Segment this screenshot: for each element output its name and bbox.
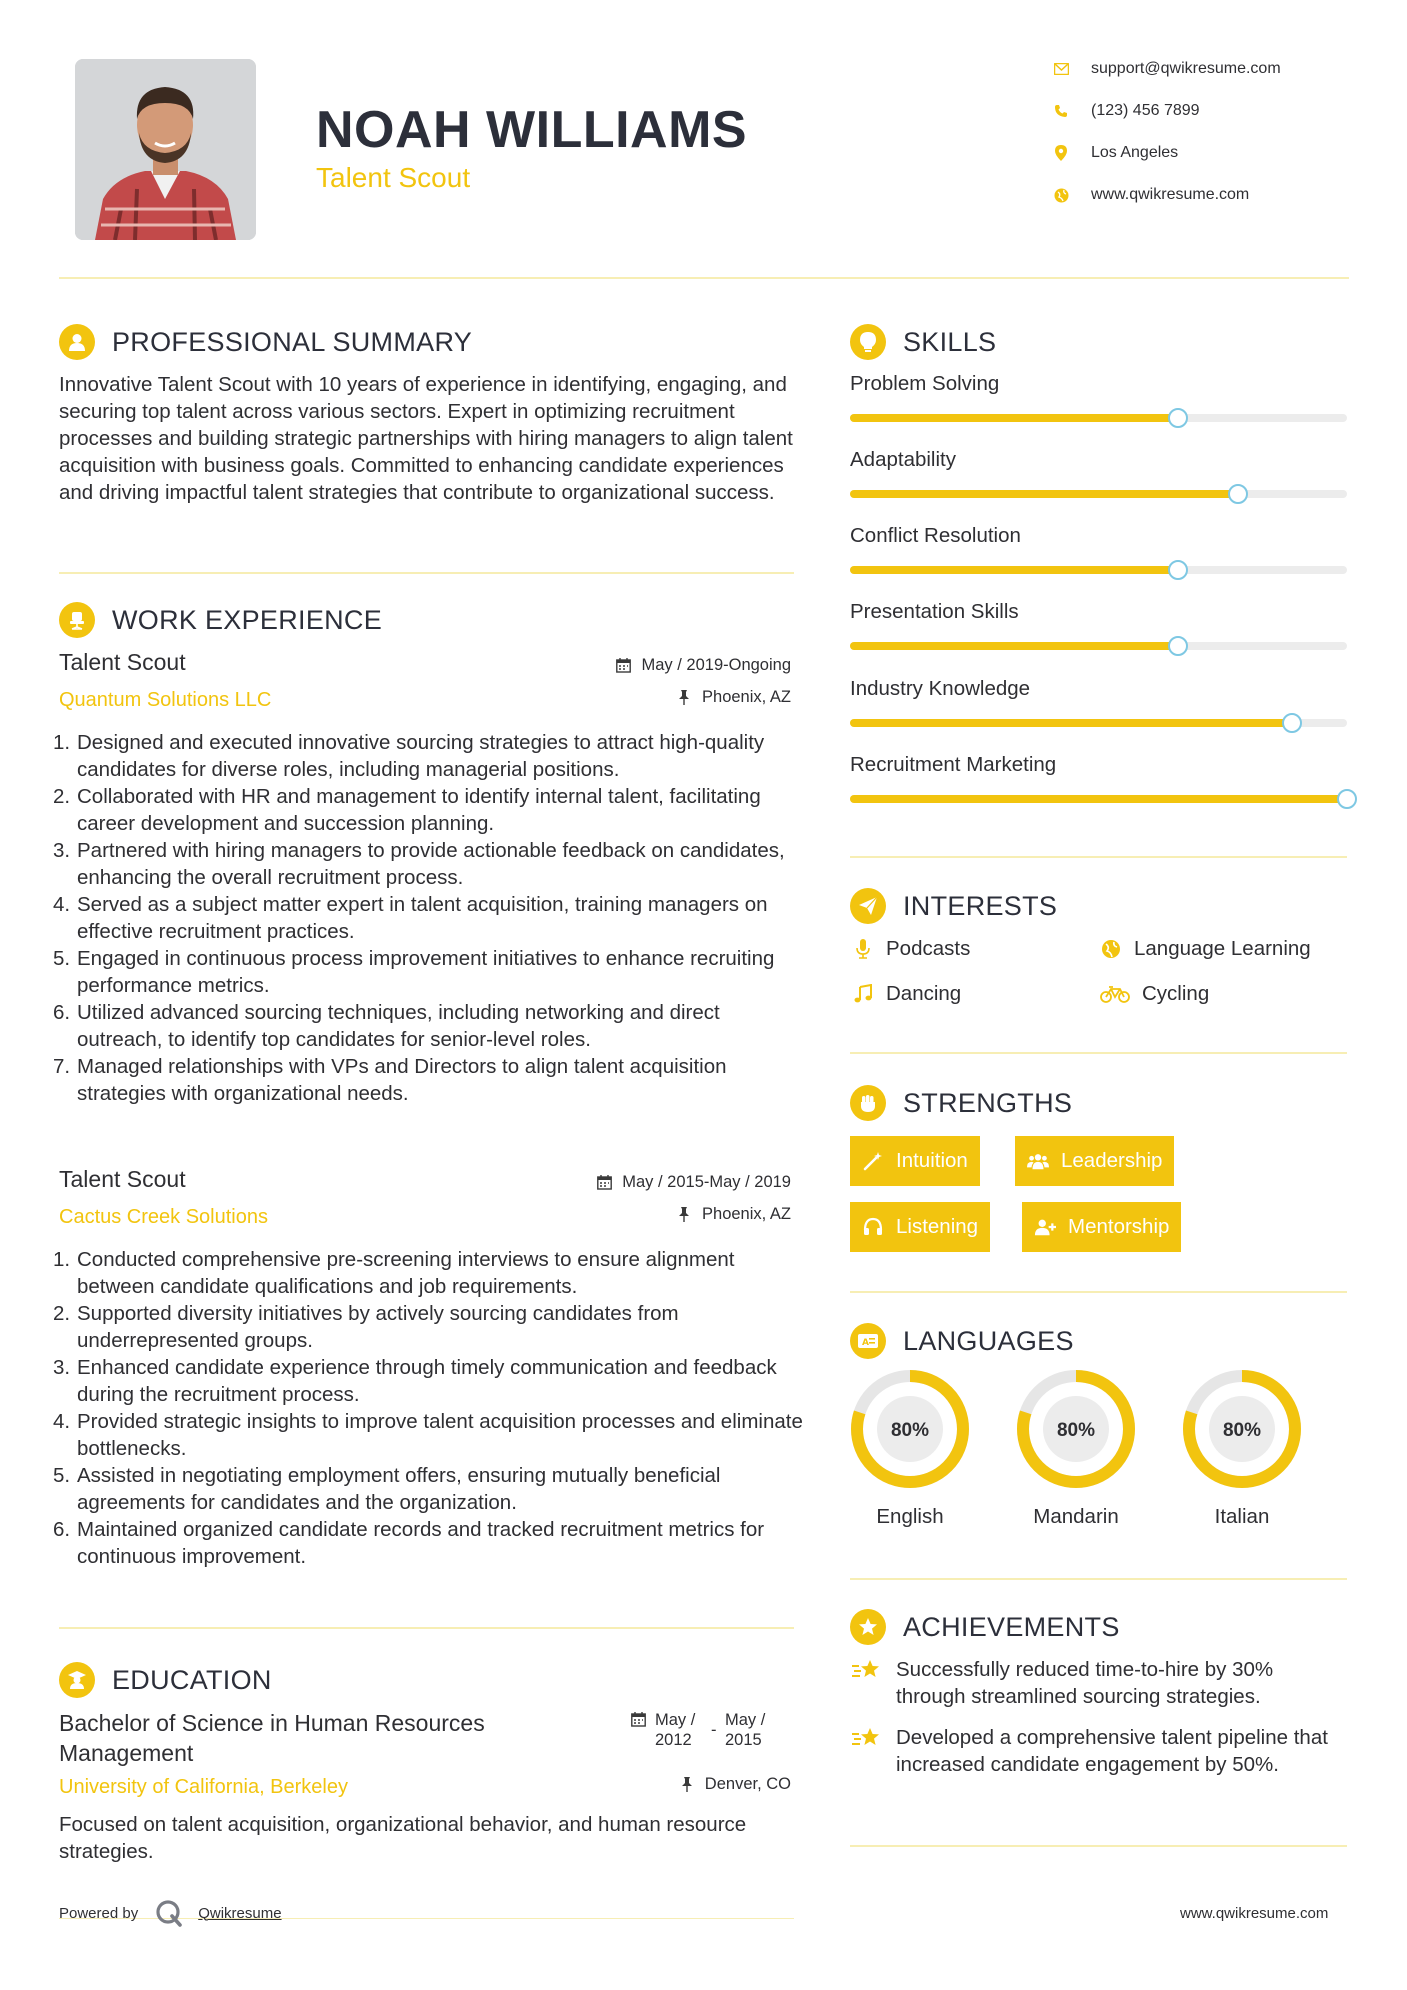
summary-divider [59, 572, 794, 574]
strengths-title: STRENGTHS [903, 1087, 1073, 1118]
phone-icon [1053, 103, 1069, 119]
strength-chip-leadership: Leadership [1015, 1136, 1174, 1186]
skill-label: Presentation Skills [850, 600, 1019, 623]
education-description: Focused on talent acquisition, organizational behavior, and human resource strategies. [59, 1813, 747, 1863]
list-item: 1. Designed and executed innovative sourcing strategies to attract high-quality candidates for diverse roles, including managerial positions. [53, 731, 765, 781]
pushpin-icon [679, 1777, 695, 1793]
qwikresume-link[interactable]: Qwikresume [198, 1904, 282, 1922]
skill-item [850, 753, 1347, 803]
list-item: 4. Provided strategic insights to improve talent acquisition processes and eliminate bottlenecks. [53, 1410, 803, 1460]
languages-divider [850, 1578, 1347, 1580]
job-1-company: Quantum Solutions LLC [59, 689, 272, 711]
globe-icon [1053, 187, 1069, 203]
list-item: 3. Enhanced candidate experience through timely communication and feedback during the recruitment process. [53, 1356, 777, 1406]
svg-text:A: A [862, 1338, 869, 1348]
contact-website[interactable] [1053, 183, 1249, 207]
achievement-item [850, 1656, 1347, 1710]
skill-label: Conflict Resolution [850, 524, 1021, 547]
education-location-text: Denver, CO [704, 1775, 791, 1793]
skill-bar-fill [850, 795, 1347, 803]
interest-dancing: Dancing [850, 980, 961, 1008]
skill-item [850, 448, 1347, 498]
skill-label: Problem Solving [850, 372, 1000, 395]
calendar-icon [596, 1175, 612, 1191]
skill-bar-handle[interactable] [1168, 636, 1188, 656]
job-1-bullets [53, 729, 804, 1107]
job-2-location [560, 1205, 791, 1224]
skill-label: Adaptability [850, 448, 956, 471]
interests-title: INTERESTS [903, 890, 1058, 921]
job-2-location-text: Phoenix, AZ [702, 1205, 791, 1223]
interests-divider [850, 1052, 1347, 1054]
list-item: 7. Managed relationships with VPs and Directors to align talent acquisition strategies with organizational needs. [53, 1055, 727, 1105]
education-location [560, 1775, 791, 1794]
job-1-dates [560, 656, 791, 675]
list-item: 2. Supported diversity initiatives by actively sourcing candidates from underrepresented groups. [53, 1302, 679, 1352]
list-item: 5. Engaged in continuous process improvement initiatives to enhance recruiting performance metrics. [53, 947, 775, 997]
language-donut-italian [1182, 1369, 1302, 1489]
skill-bar [850, 414, 1347, 422]
work-divider [59, 1627, 794, 1629]
skill-bar-fill [850, 719, 1292, 727]
lightbulb-icon [850, 324, 886, 360]
skill-item [850, 372, 1347, 422]
list-item: 4. Served as a subject matter expert in talent acquisition, training managers on effective recruitment practices. [53, 893, 768, 943]
pushpin-icon [676, 690, 692, 706]
skill-label: Industry Knowledge [850, 677, 1031, 700]
calendar-icon [631, 1712, 647, 1728]
donut-chart [850, 1369, 970, 1489]
language-percent: 80% [890, 1420, 930, 1441]
profile-photo [75, 59, 256, 240]
strength-chip-intuition: Intuition [850, 1136, 980, 1186]
job-1-dates-text: May / 2019-Ongoing [641, 656, 791, 674]
contact-email[interactable] [1053, 57, 1281, 81]
degree-title: Bachelor of Science in Human Resources Management [59, 1710, 485, 1766]
language-label-english: English [876, 1505, 944, 1528]
language-percent: 80% [1222, 1420, 1262, 1441]
achievements-divider [850, 1845, 1347, 1847]
skill-bar-fill [850, 566, 1178, 574]
summary-text: Innovative Talent Scout with 10 years of experience in identifying, engaging, and securing top talent across various sectors. Expert in optimizing recruitment processes and building strategic partnerships with hiring managers to align talent acquisition with business goals. Committed to enhancing candidate experiences and driving impactful talent strategies that contribute to organizational success. [59, 373, 793, 504]
language-percent: 80% [1056, 1420, 1096, 1441]
qwikresume-logo-icon [154, 1898, 184, 1928]
shooting-star-icon [850, 1724, 884, 1754]
interest-cycling: Cycling [1098, 980, 1209, 1008]
skill-bar-handle[interactable] [1337, 789, 1357, 809]
skills-divider [850, 856, 1347, 858]
skill-label: Recruitment Marketing [850, 753, 1057, 776]
skill-item [850, 600, 1347, 650]
job-2-bullets [53, 1246, 804, 1570]
envelope-icon [1053, 61, 1069, 77]
headphones-icon [862, 1216, 884, 1238]
language-donut-mandarin [1016, 1369, 1136, 1489]
skill-bar [850, 795, 1347, 803]
skill-bar [850, 566, 1347, 574]
job-1-title: Talent Scout [59, 649, 186, 675]
job-2-title: Talent Scout [59, 1166, 186, 1192]
languages-heading [850, 1321, 1074, 1361]
skill-bar-handle[interactable] [1168, 560, 1188, 580]
skill-bar-handle[interactable] [1228, 484, 1248, 504]
user-plus-icon [1034, 1216, 1056, 1238]
achievement-text: Developed a comprehensive talent pipeline that increased candidate engagement by 50%. [896, 1726, 1328, 1776]
school-name: University of California, Berkeley [59, 1776, 348, 1798]
list-item: 2. Collaborated with HR and management to identify internal talent, facilitating career development and succession planning. [53, 785, 761, 835]
job-1-location [560, 688, 791, 707]
summary-heading [59, 322, 472, 362]
list-item: 1. Conducted comprehensive pre-screening interviews to ensure alignment between candidate qualifications and job requirements. [53, 1248, 735, 1298]
education-heading [59, 1660, 272, 1700]
language-label-mandarin: Mandarin [1033, 1505, 1119, 1528]
candidate-name: NOAH WILLIAMS [316, 101, 748, 159]
footer-website[interactable]: www.qwikresume.com [1180, 1905, 1329, 1922]
job-2-dates-text: May / 2015-May / 2019 [622, 1173, 791, 1191]
summary-title: PROFESSIONAL SUMMARY [112, 326, 473, 357]
skills-title: SKILLS [903, 326, 997, 357]
achievements-title: ACHIEVEMENTS [903, 1611, 1120, 1642]
achievement-item [850, 1724, 1347, 1778]
contact-website-text: www.qwikresume.com [1091, 186, 1250, 203]
work-heading [59, 600, 382, 640]
skills-heading [850, 322, 996, 362]
contact-location [1053, 141, 1178, 165]
donut-chart [1016, 1369, 1136, 1489]
skill-bar [850, 642, 1347, 650]
location-pin-icon [1053, 145, 1069, 161]
list-item: 6. Utilized advanced sourcing techniques, including networking and direct outreach, to identify top candidates for senior-level roles. [53, 1001, 720, 1051]
job-2-company: Cactus Creek Solutions [59, 1206, 268, 1228]
strengths-heading [850, 1083, 1072, 1123]
date-separator: - [711, 1721, 717, 1739]
interest-podcasts: Podcasts [850, 935, 970, 963]
globe-icon [1098, 936, 1124, 962]
music-note-icon [850, 981, 876, 1007]
list-item: 6. Maintained organized candidate records and tracked recruitment metrics for continuous improvement. [53, 1518, 765, 1568]
user-icon [59, 324, 95, 360]
interest-language-learning: Language Learning [1098, 935, 1311, 963]
skill-item [850, 677, 1347, 727]
skill-bar-fill [850, 642, 1178, 650]
list-item: 5. Assisted in negotiating employment offers, ensuring mutually beneficial agreements for candidates and the organization. [53, 1464, 721, 1514]
work-title: WORK EXPERIENCE [112, 604, 383, 635]
education-title: EDUCATION [112, 1664, 272, 1695]
skill-bar-handle[interactable] [1168, 408, 1188, 428]
graduate-icon [59, 1662, 95, 1698]
shooting-star-icon [850, 1656, 884, 1686]
job-1-location-text: Phoenix, AZ [702, 688, 791, 706]
job-2-dates [530, 1173, 791, 1192]
languages-title: LANGUAGES [903, 1325, 1074, 1356]
contact-phone[interactable] [1053, 99, 1200, 123]
contact-email-text: support@qwikresume.com [1091, 60, 1281, 77]
bicycle-icon [1098, 981, 1132, 1007]
microphone-icon [850, 936, 876, 962]
footer-powered-by [59, 1898, 282, 1928]
education-end: May / 2015 [725, 1711, 766, 1749]
strength-chip-listening: Listening [850, 1202, 990, 1252]
contact-phone-text: (123) 456 7899 [1091, 102, 1200, 119]
language-card-icon [850, 1323, 886, 1359]
achievements-heading [850, 1607, 1120, 1647]
skill-bar-fill [850, 490, 1238, 498]
paper-plane-icon [850, 888, 886, 924]
powered-by-label: Powered by [59, 1904, 139, 1922]
language-label-italian: Italian [1214, 1505, 1270, 1528]
candidate-title: Talent Scout [316, 162, 471, 193]
skill-bar [850, 490, 1347, 498]
skill-item [850, 524, 1347, 574]
achievement-text: Successfully reduced time-to-hire by 30% through streamlined sourcing strategies. [896, 1658, 1274, 1708]
language-donut-english [850, 1369, 970, 1489]
pushpin-icon [676, 1207, 692, 1223]
strengths-divider [850, 1291, 1347, 1293]
calendar-icon [615, 658, 631, 674]
skill-bar [850, 719, 1347, 727]
skill-bar-handle[interactable] [1282, 713, 1302, 733]
education-start: May / 2012 [655, 1711, 696, 1749]
magic-wand-icon [862, 1150, 884, 1172]
interests-heading [850, 886, 1057, 926]
contact-location-text: Los Angeles [1091, 144, 1179, 161]
fist-icon [850, 1085, 886, 1121]
list-item: 3. Partnered with hiring managers to provide actionable feedback on candidates, enhancing the overall recruitment process. [53, 839, 785, 889]
group-icon [1027, 1150, 1049, 1172]
donut-chart [1182, 1369, 1302, 1489]
star-badge-icon [850, 1609, 886, 1645]
strength-chip-mentorship: Mentorship [1022, 1202, 1181, 1252]
briefcase-chair-icon [59, 602, 95, 638]
skill-bar-fill [850, 414, 1178, 422]
header-divider [59, 277, 1349, 279]
